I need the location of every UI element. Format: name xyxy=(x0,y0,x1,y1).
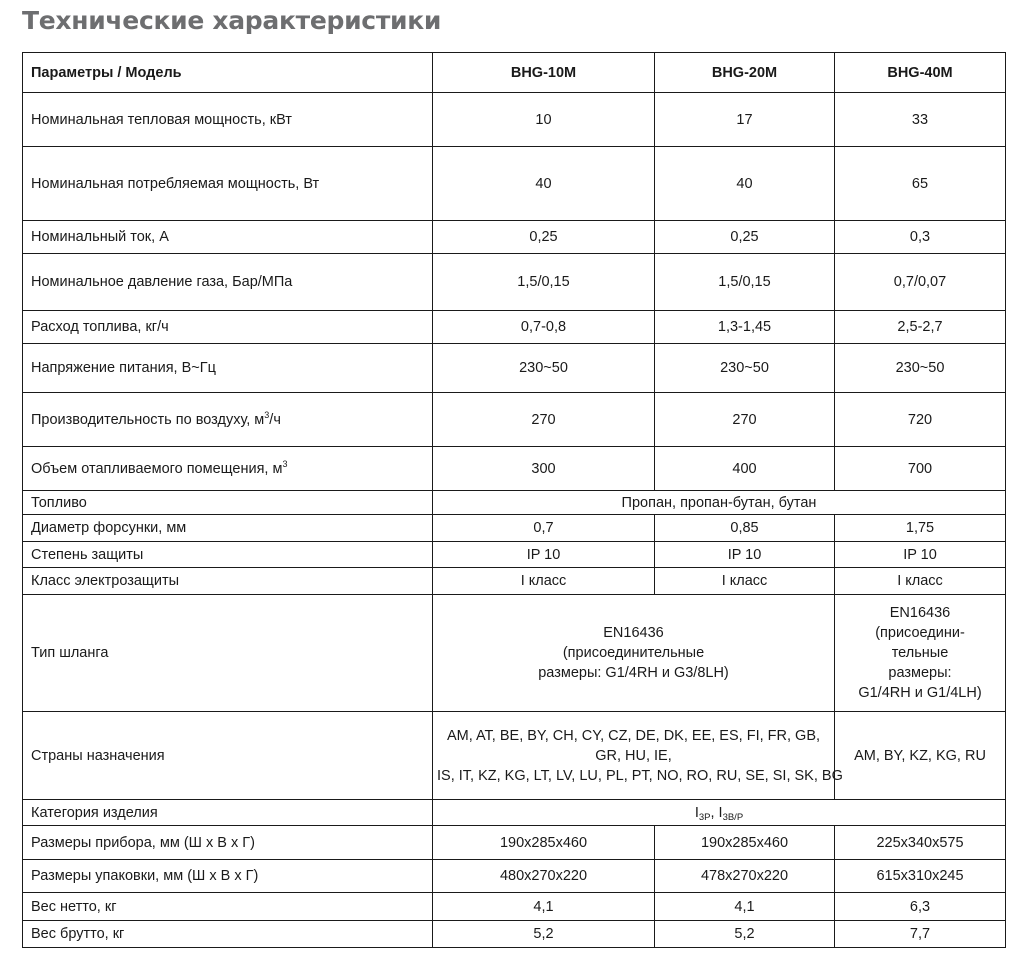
header-param: Параметры / Модель xyxy=(23,53,433,93)
cell-value: 4,1 xyxy=(433,893,655,921)
table-row xyxy=(23,491,1006,515)
cell-value: 6,3 xyxy=(835,893,1006,921)
cell-value: 0,85 xyxy=(655,515,835,542)
cell-value: 270 xyxy=(433,393,655,447)
cell-value: 33 xyxy=(835,93,1006,147)
cell-value: 5,2 xyxy=(433,921,655,948)
cell-value: 615x310x245 xyxy=(835,860,1006,893)
table-row xyxy=(23,712,1006,800)
cell-value: 5,2 xyxy=(655,921,835,948)
cell-value: 1,75 xyxy=(835,515,1006,542)
cell-value: 480x270x220 xyxy=(433,860,655,893)
cell-value: 478x270x220 xyxy=(655,860,835,893)
cell-value: 0,25 xyxy=(655,221,835,254)
header-model-2: BHG-20M xyxy=(655,53,835,93)
row-label: Вес брутто, кг xyxy=(23,921,433,948)
row-label: Класс электрозащиты xyxy=(23,568,433,595)
row-label: Топливо xyxy=(23,491,433,515)
table-row xyxy=(23,568,1006,595)
table-row xyxy=(23,860,1006,893)
table-row xyxy=(23,826,1006,860)
row-label: Номинальное давление газа, Бар/МПа xyxy=(23,254,433,311)
cell-value: 0,3 xyxy=(835,221,1006,254)
cell-value: 1,3-1,45 xyxy=(655,311,835,344)
table-row xyxy=(23,311,1006,344)
cell-value: IP 10 xyxy=(835,542,1006,568)
cell-value: I класс xyxy=(655,568,835,595)
cell-value: 40 xyxy=(433,147,655,221)
cell-value: 1,5/0,15 xyxy=(433,254,655,311)
cell-value: 7,7 xyxy=(835,921,1006,948)
row-label: Категория изделия xyxy=(23,800,433,826)
table-row xyxy=(23,515,1006,542)
cell-value: I класс xyxy=(835,568,1006,595)
cell-value: AM, AT, BE, BY, CH, CY, CZ, DE, DK, EE, ES, FI, FR, GB, GR, HU, IE, IS, IT, KZ, KG, LT, LV, LU, PL, PT, NO, RO, RU, SE, SI, SK, BG xyxy=(433,712,835,800)
row-label: Вес нетто, кг xyxy=(23,893,433,921)
cell-value: 0,25 xyxy=(433,221,655,254)
cell-value: IP 10 xyxy=(433,542,655,568)
cell-value: 1,5/0,15 xyxy=(655,254,835,311)
header-row xyxy=(23,53,1006,93)
cell-value: AM, BY, KZ, KG, RU xyxy=(835,712,1006,800)
row-label: Номинальная потребляемая мощность, Вт xyxy=(23,147,433,221)
cell-value: 270 xyxy=(655,393,835,447)
cell-value: IP 10 xyxy=(655,542,835,568)
table-row xyxy=(23,893,1006,921)
table-row xyxy=(23,344,1006,393)
cell-value: 65 xyxy=(835,147,1006,221)
cell-value: I класс xyxy=(433,568,655,595)
cell-value: 225x340x575 xyxy=(835,826,1006,860)
cell-value: 4,1 xyxy=(655,893,835,921)
cell-value: 0,7/0,07 xyxy=(835,254,1006,311)
table-row xyxy=(23,254,1006,311)
table-row xyxy=(23,800,1006,826)
table-row xyxy=(23,221,1006,254)
cell-value: 40 xyxy=(655,147,835,221)
cell-value: $I_{3P}$, $I_{3B/P}$ xyxy=(433,800,1006,826)
cell-value: 720 xyxy=(835,393,1006,447)
row-label: Степень защиты xyxy=(23,542,433,568)
cell-value: 190x285x460 xyxy=(433,826,655,860)
cell-value: 400 xyxy=(655,447,835,491)
spec-table xyxy=(22,52,1006,948)
cell-value: EN16436 (присоедини- тельные размеры: G1/4RH и G1/4LH) xyxy=(835,595,1006,712)
page-title: Технические характеристики xyxy=(22,6,442,35)
cell-value: 190x285x460 xyxy=(655,826,835,860)
cell-value: 230~50 xyxy=(433,344,655,393)
row-label: Напряжение питания, В~Гц xyxy=(23,344,433,393)
table-row xyxy=(23,595,1006,712)
header-model-3: BHG-40M xyxy=(835,53,1006,93)
row-label: Диаметр форсунки, мм xyxy=(23,515,433,542)
cell-value: 0,7-0,8 xyxy=(433,311,655,344)
table-row xyxy=(23,921,1006,948)
cell-value: 0,7 xyxy=(433,515,655,542)
row-label: Номинальная тепловая мощность, кВт xyxy=(23,93,433,147)
row-label: Объем отапливаемого помещения, $м^3$ xyxy=(23,447,433,491)
cell-value: 230~50 xyxy=(835,344,1006,393)
cell-value: EN16436 (присоединительные размеры: G1/4RH и G3/8LH) xyxy=(433,595,835,712)
cell-value: 2,5-2,7 xyxy=(835,311,1006,344)
row-label: Страны назначения xyxy=(23,712,433,800)
cell-value: 17 xyxy=(655,93,835,147)
table-row xyxy=(23,542,1006,568)
cell-value: 300 xyxy=(433,447,655,491)
row-label: Номинальный ток, А xyxy=(23,221,433,254)
cell-value: 230~50 xyxy=(655,344,835,393)
cell-value: 10 xyxy=(433,93,655,147)
table-row xyxy=(23,393,1006,447)
row-label: Расход топлива, кг/ч xyxy=(23,311,433,344)
table-row xyxy=(23,447,1006,491)
table-row xyxy=(23,93,1006,147)
row-label: Тип шланга xyxy=(23,595,433,712)
row-label: Размеры прибора, мм (Ш х В х Г) xyxy=(23,826,433,860)
cell-value: Пропан, пропан-бутан, бутан xyxy=(433,491,1006,515)
table-row xyxy=(23,147,1006,221)
row-label: Размеры упаковки, мм (Ш х В х Г) xyxy=(23,860,433,893)
row-label: Производительность по воздуху, $м^3/ч$ xyxy=(23,393,433,447)
header-model-1: BHG-10M xyxy=(433,53,655,93)
cell-value: 700 xyxy=(835,447,1006,491)
